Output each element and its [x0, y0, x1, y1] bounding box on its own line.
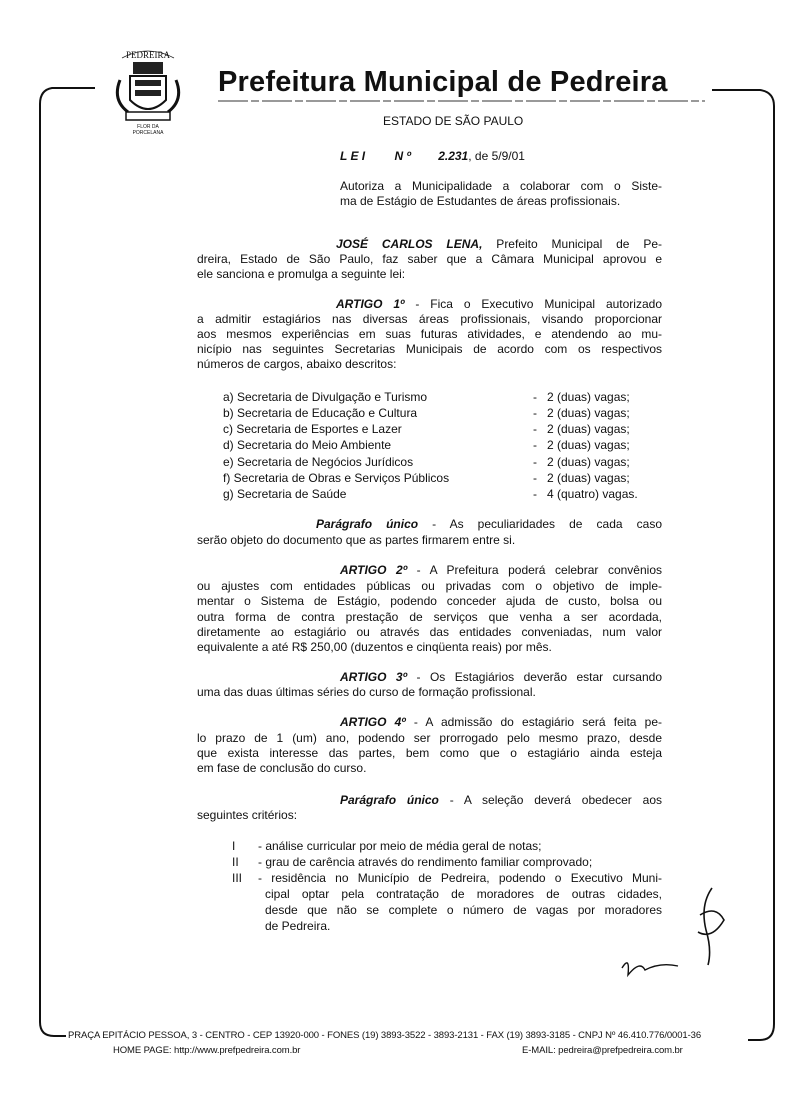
footer-email[interactable]: E-MAIL: pedreira@prefpedreira.com.br	[522, 1045, 683, 1056]
svg-text:FLOR DA: FLOR DA	[137, 124, 159, 130]
article-2-line: outra forma de contra prestação de serviços que venha a ser acordada,	[197, 610, 662, 624]
article-2-line: equivalente a até R$ 250,00 (duzentos e cinqüenta reais) por mês.	[197, 640, 552, 654]
city-crest-logo	[0, 0, 800, 200]
article-1-line: números de cargos, abaixo descritos:	[197, 357, 397, 371]
list-item-vagas: - 2 (duas) vagas;	[533, 406, 630, 420]
list-item-vagas: - 4 (quatro) vagas.	[533, 487, 638, 501]
article-2-line: mentar o Sistema de Estágio, podendo conceder ajuda de custo, bolsa ou	[197, 594, 662, 608]
article-1-line: nicípio nas seguintes Secretarias Municipais de acordo com os respectivos	[197, 342, 662, 356]
list-item-name: a) Secretaria de Divulgação e Turismo	[223, 390, 428, 404]
article-1-line: ARTIGO 1º - Fica o Executivo Municipal autorizado	[336, 297, 662, 311]
article-3-line: ARTIGO 3º - Os Estagiários deverão estar cursando	[340, 670, 663, 684]
list-item-vagas: - 2 (duas) vagas;	[533, 390, 630, 404]
criterion-text: - residência no Município de Pedreira, podendo o Executivo Muni-	[258, 871, 662, 885]
criterion-number: III	[232, 871, 243, 885]
state-subtitle: ESTADO DE SÃO PAULO	[383, 114, 524, 128]
preamble-line: JOSÉ CARLOS LENA, Prefeito Municipal de Pe-	[336, 237, 662, 251]
article-1-line: a admitir estagiários nas diversas áreas profissionais, visando proporcionar	[197, 312, 662, 326]
list-item-vagas: - 2 (duas) vagas;	[533, 455, 630, 469]
article-1-line: aos mesmos experiências em suas futuras atividades, e atendendo ao mu-	[197, 327, 662, 341]
law-label: L E I	[340, 149, 366, 163]
list-item-name: g) Secretaria de Saúde	[223, 487, 347, 501]
ementa-line: ma de Estágio de Estudantes de áreas profissionais.	[340, 194, 621, 208]
preamble-line: ele sanciona e promulga a seguinte lei:	[197, 267, 406, 281]
list-item-vagas: - 2 (duas) vagas;	[533, 438, 630, 452]
article-4-line: ARTIGO 4º - A admissão do estagiário será feita pe-	[340, 715, 663, 729]
svg-text:PEDREIRA: PEDREIRA	[125, 50, 171, 60]
list-item-vagas: - 2 (duas) vagas;	[533, 471, 630, 485]
ementa-line: Autoriza a Municipalidade a colaborar com o Siste-	[340, 179, 662, 193]
criterion-text: cipal optar pela contratação de moradores de outras cidades,	[265, 887, 662, 901]
criterion-text: desde que não se complete o número de vagas por moradores	[265, 903, 662, 917]
list-item-name: c) Secretaria de Esportes e Lazer	[223, 422, 402, 436]
page-title: Prefeitura Municipal de Pedreira	[218, 66, 668, 98]
criterion-text: - grau de carência através do rendimento familiar comprovado;	[258, 855, 593, 869]
criterion-text: de Pedreira.	[265, 919, 331, 933]
law-number-line	[340, 149, 525, 163]
number-label: N º	[394, 149, 411, 163]
article-2-line: ARTIGO 2º - A Prefeitura poderá celebrar convênios	[340, 563, 662, 577]
footer-homepage[interactable]: HOME PAGE: http://www.prefpedreira.com.br	[113, 1045, 301, 1056]
article-2-line: diretamente ao estagiário ou através das entidades conveniadas, num valor	[197, 625, 662, 639]
paragrafo-unico-line: seguintes critérios:	[197, 808, 298, 822]
article-2-line: ou ajustes com entidades públicas ou privadas com o objetivo de imple-	[197, 579, 662, 593]
list-item-vagas: - 2 (duas) vagas;	[533, 422, 630, 436]
paragrafo-unico-line: serão objeto do documento que as partes firmarem entre si.	[197, 533, 516, 547]
paragrafo-unico-line: Parágrafo único - As peculiaridades de cada caso	[316, 517, 662, 531]
article-4-line: que exista interesse das partes, bem como que o estagiário ainda esteja	[197, 746, 662, 760]
criterion-text: - análise curricular por meio de média geral de notas;	[258, 839, 542, 853]
list-item-name: d) Secretaria do Meio Ambiente	[223, 438, 392, 452]
svg-text:PORCELANA: PORCELANA	[132, 130, 164, 136]
footer-address: PRAÇA EPITÁCIO PESSOA, 3 - CENTRO - CEP 13920-000 - FONES (19) 3893-3522 - 3893-2131 - FAX (19) 3893-3185 - CNPJ Nº 46.410.776/0001-36	[68, 1030, 702, 1041]
article-3-line: uma das duas últimas séries do curso de formação profissional.	[197, 685, 536, 699]
criterion-number: II	[232, 855, 239, 869]
law-date: , de 5/9/01	[468, 149, 525, 163]
article-4-line: em fase de conclusão do curso.	[197, 761, 367, 775]
law-number: 2.231	[438, 149, 469, 163]
criterion-number: I	[232, 839, 236, 853]
paragrafo-unico-line: Parágrafo único - A seleção deverá obedecer aos	[340, 793, 662, 807]
list-item-name: e) Secretaria de Negócios Jurídicos	[223, 455, 414, 469]
list-item-name: f) Secretaria de Obras e Serviços Públicos	[223, 471, 450, 485]
list-item-name: b) Secretaria de Educação e Cultura	[223, 406, 418, 420]
article-4-line: lo prazo de 1 (um) ano, podendo ser prorrogado pelo mesmo prazo, desde	[197, 731, 662, 745]
preamble-line: dreira, Estado de São Paulo, faz saber que a Câmara Municipal aprovou e	[197, 252, 662, 266]
